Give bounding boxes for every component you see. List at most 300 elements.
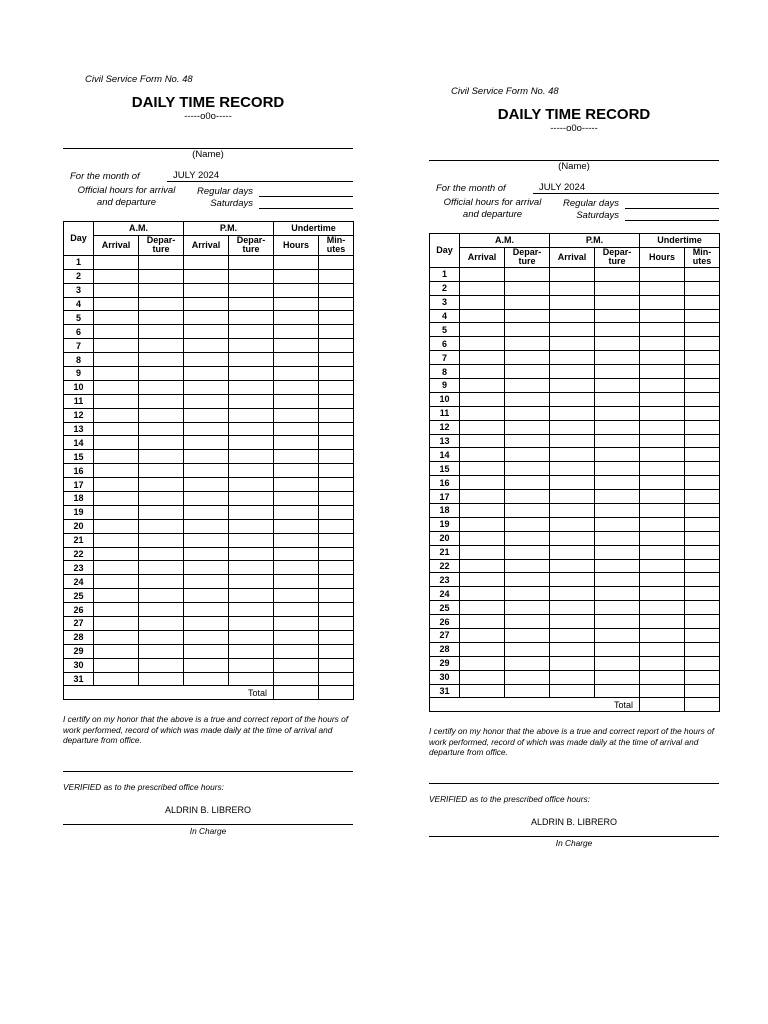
pm-departure-cell[interactable] — [595, 490, 640, 504]
pm-arrival-cell[interactable] — [184, 519, 229, 533]
pm-arrival-cell[interactable] — [184, 297, 229, 311]
undertime-minutes-cell[interactable] — [319, 394, 354, 408]
undertime-hours-cell[interactable] — [640, 267, 685, 281]
pm-departure-cell[interactable] — [229, 450, 274, 464]
am-departure-cell[interactable] — [139, 658, 184, 672]
undertime-hours-cell[interactable] — [640, 531, 685, 545]
pm-arrival-cell[interactable] — [184, 547, 229, 561]
total-hours-cell[interactable] — [274, 686, 319, 700]
undertime-minutes-cell[interactable] — [319, 325, 354, 339]
pm-arrival-cell[interactable] — [550, 351, 595, 365]
undertime-hours-cell[interactable] — [640, 517, 685, 531]
am-departure-cell[interactable] — [139, 255, 184, 269]
pm-arrival-cell[interactable] — [550, 323, 595, 337]
pm-arrival-cell[interactable] — [550, 378, 595, 392]
pm-arrival-cell[interactable] — [184, 380, 229, 394]
undertime-hours-cell[interactable] — [274, 658, 319, 672]
am-arrival-cell[interactable] — [94, 547, 139, 561]
saturdays-field[interactable] — [625, 209, 719, 221]
undertime-minutes-cell[interactable] — [319, 311, 354, 325]
pm-departure-cell[interactable] — [229, 533, 274, 547]
am-arrival-cell[interactable] — [460, 392, 505, 406]
pm-arrival-cell[interactable] — [550, 462, 595, 476]
pm-departure-cell[interactable] — [229, 353, 274, 367]
am-departure-cell[interactable] — [139, 450, 184, 464]
pm-departure-cell[interactable] — [595, 559, 640, 573]
undertime-minutes-cell[interactable] — [319, 464, 354, 478]
am-arrival-cell[interactable] — [460, 365, 505, 379]
undertime-minutes-cell[interactable] — [319, 422, 354, 436]
am-departure-cell[interactable] — [139, 269, 184, 283]
pm-arrival-cell[interactable] — [550, 517, 595, 531]
pm-departure-cell[interactable] — [595, 392, 640, 406]
undertime-hours-cell[interactable] — [640, 365, 685, 379]
undertime-minutes-cell[interactable] — [685, 517, 720, 531]
undertime-minutes-cell[interactable] — [319, 366, 354, 380]
am-departure-cell[interactable] — [505, 434, 550, 448]
undertime-hours-cell[interactable] — [640, 448, 685, 462]
undertime-minutes-cell[interactable] — [319, 672, 354, 686]
pm-departure-cell[interactable] — [229, 672, 274, 686]
am-arrival-cell[interactable] — [94, 464, 139, 478]
undertime-minutes-cell[interactable] — [319, 450, 354, 464]
pm-departure-cell[interactable] — [595, 642, 640, 656]
am-arrival-cell[interactable] — [94, 436, 139, 450]
am-departure-cell[interactable] — [139, 283, 184, 297]
undertime-minutes-cell[interactable] — [319, 436, 354, 450]
pm-arrival-cell[interactable] — [550, 448, 595, 462]
am-arrival-cell[interactable] — [460, 684, 505, 698]
am-arrival-cell[interactable] — [94, 450, 139, 464]
pm-departure-cell[interactable] — [229, 269, 274, 283]
am-arrival-cell[interactable] — [460, 559, 505, 573]
pm-departure-cell[interactable] — [595, 378, 640, 392]
undertime-minutes-cell[interactable] — [685, 406, 720, 420]
pm-arrival-cell[interactable] — [550, 420, 595, 434]
am-departure-cell[interactable] — [139, 353, 184, 367]
am-arrival-cell[interactable] — [94, 630, 139, 644]
undertime-hours-cell[interactable] — [640, 559, 685, 573]
am-departure-cell[interactable] — [139, 630, 184, 644]
pm-departure-cell[interactable] — [595, 587, 640, 601]
undertime-hours-cell[interactable] — [274, 603, 319, 617]
am-departure-cell[interactable] — [505, 476, 550, 490]
undertime-minutes-cell[interactable] — [319, 478, 354, 492]
undertime-minutes-cell[interactable] — [319, 297, 354, 311]
am-departure-cell[interactable] — [139, 519, 184, 533]
undertime-hours-cell[interactable] — [274, 297, 319, 311]
am-arrival-cell[interactable] — [460, 531, 505, 545]
am-arrival-cell[interactable] — [460, 462, 505, 476]
pm-departure-cell[interactable] — [229, 505, 274, 519]
pm-arrival-cell[interactable] — [184, 658, 229, 672]
pm-arrival-cell[interactable] — [184, 616, 229, 630]
undertime-minutes-cell[interactable] — [685, 337, 720, 351]
month-field[interactable]: JULY 2024 — [167, 170, 353, 182]
am-arrival-cell[interactable] — [94, 408, 139, 422]
pm-arrival-cell[interactable] — [550, 628, 595, 642]
pm-departure-cell[interactable] — [229, 255, 274, 269]
undertime-hours-cell[interactable] — [274, 311, 319, 325]
pm-departure-cell[interactable] — [595, 670, 640, 684]
saturdays-field[interactable] — [259, 197, 353, 209]
am-departure-cell[interactable] — [139, 547, 184, 561]
am-arrival-cell[interactable] — [94, 325, 139, 339]
am-departure-cell[interactable] — [139, 339, 184, 353]
pm-departure-cell[interactable] — [229, 491, 274, 505]
am-departure-cell[interactable] — [139, 380, 184, 394]
am-departure-cell[interactable] — [505, 490, 550, 504]
undertime-hours-cell[interactable] — [274, 547, 319, 561]
am-arrival-cell[interactable] — [94, 616, 139, 630]
pm-departure-cell[interactable] — [229, 380, 274, 394]
am-arrival-cell[interactable] — [460, 615, 505, 629]
undertime-hours-cell[interactable] — [274, 283, 319, 297]
am-departure-cell[interactable] — [505, 295, 550, 309]
undertime-minutes-cell[interactable] — [685, 531, 720, 545]
am-departure-cell[interactable] — [505, 642, 550, 656]
undertime-minutes-cell[interactable] — [319, 353, 354, 367]
am-departure-cell[interactable] — [505, 670, 550, 684]
pm-departure-cell[interactable] — [595, 448, 640, 462]
undertime-hours-cell[interactable] — [274, 325, 319, 339]
pm-departure-cell[interactable] — [229, 283, 274, 297]
am-departure-cell[interactable] — [139, 575, 184, 589]
am-arrival-cell[interactable] — [460, 490, 505, 504]
undertime-minutes-cell[interactable] — [685, 490, 720, 504]
undertime-hours-cell[interactable] — [640, 309, 685, 323]
undertime-hours-cell[interactable] — [274, 353, 319, 367]
pm-departure-cell[interactable] — [595, 656, 640, 670]
pm-arrival-cell[interactable] — [184, 394, 229, 408]
pm-arrival-cell[interactable] — [184, 325, 229, 339]
pm-departure-cell[interactable] — [595, 476, 640, 490]
pm-departure-cell[interactable] — [229, 575, 274, 589]
am-arrival-cell[interactable] — [94, 561, 139, 575]
am-arrival-cell[interactable] — [460, 351, 505, 365]
undertime-hours-cell[interactable] — [274, 422, 319, 436]
am-arrival-cell[interactable] — [460, 656, 505, 670]
undertime-minutes-cell[interactable] — [319, 408, 354, 422]
pm-departure-cell[interactable] — [595, 684, 640, 698]
total-hours-cell[interactable] — [640, 698, 685, 712]
undertime-hours-cell[interactable] — [274, 589, 319, 603]
am-departure-cell[interactable] — [505, 684, 550, 698]
undertime-hours-cell[interactable] — [274, 436, 319, 450]
am-departure-cell[interactable] — [139, 478, 184, 492]
pm-arrival-cell[interactable] — [184, 422, 229, 436]
pm-arrival-cell[interactable] — [184, 603, 229, 617]
pm-arrival-cell[interactable] — [184, 408, 229, 422]
am-arrival-cell[interactable] — [460, 545, 505, 559]
undertime-minutes-cell[interactable] — [319, 616, 354, 630]
undertime-minutes-cell[interactable] — [685, 684, 720, 698]
am-departure-cell[interactable] — [505, 365, 550, 379]
am-arrival-cell[interactable] — [460, 434, 505, 448]
undertime-minutes-cell[interactable] — [685, 587, 720, 601]
pm-departure-cell[interactable] — [229, 658, 274, 672]
undertime-minutes-cell[interactable] — [685, 351, 720, 365]
pm-departure-cell[interactable] — [595, 323, 640, 337]
pm-arrival-cell[interactable] — [184, 283, 229, 297]
am-departure-cell[interactable] — [139, 408, 184, 422]
pm-arrival-cell[interactable] — [550, 281, 595, 295]
undertime-hours-cell[interactable] — [640, 392, 685, 406]
undertime-hours-cell[interactable] — [640, 503, 685, 517]
undertime-hours-cell[interactable] — [640, 476, 685, 490]
am-departure-cell[interactable] — [139, 561, 184, 575]
am-arrival-cell[interactable] — [460, 448, 505, 462]
undertime-hours-cell[interactable] — [640, 295, 685, 309]
pm-departure-cell[interactable] — [229, 408, 274, 422]
undertime-hours-cell[interactable] — [640, 490, 685, 504]
am-arrival-cell[interactable] — [94, 519, 139, 533]
am-departure-cell[interactable] — [139, 616, 184, 630]
am-arrival-cell[interactable] — [460, 587, 505, 601]
pm-departure-cell[interactable] — [595, 615, 640, 629]
pm-arrival-cell[interactable] — [550, 392, 595, 406]
am-arrival-cell[interactable] — [460, 323, 505, 337]
undertime-hours-cell[interactable] — [640, 573, 685, 587]
pm-departure-cell[interactable] — [595, 545, 640, 559]
pm-departure-cell[interactable] — [229, 519, 274, 533]
undertime-hours-cell[interactable] — [274, 255, 319, 269]
am-arrival-cell[interactable] — [94, 603, 139, 617]
pm-arrival-cell[interactable] — [184, 644, 229, 658]
undertime-hours-cell[interactable] — [640, 323, 685, 337]
undertime-hours-cell[interactable] — [640, 420, 685, 434]
pm-arrival-cell[interactable] — [184, 589, 229, 603]
pm-departure-cell[interactable] — [595, 503, 640, 517]
undertime-hours-cell[interactable] — [274, 575, 319, 589]
undertime-hours-cell[interactable] — [274, 519, 319, 533]
undertime-minutes-cell[interactable] — [319, 644, 354, 658]
pm-arrival-cell[interactable] — [550, 545, 595, 559]
undertime-hours-cell[interactable] — [274, 672, 319, 686]
undertime-minutes-cell[interactable] — [685, 628, 720, 642]
am-departure-cell[interactable] — [505, 267, 550, 281]
pm-arrival-cell[interactable] — [550, 267, 595, 281]
am-departure-cell[interactable] — [139, 366, 184, 380]
undertime-hours-cell[interactable] — [274, 561, 319, 575]
undertime-minutes-cell[interactable] — [685, 323, 720, 337]
am-departure-cell[interactable] — [505, 615, 550, 629]
undertime-hours-cell[interactable] — [274, 380, 319, 394]
pm-arrival-cell[interactable] — [550, 670, 595, 684]
undertime-minutes-cell[interactable] — [685, 434, 720, 448]
undertime-minutes-cell[interactable] — [685, 503, 720, 517]
undertime-hours-cell[interactable] — [640, 545, 685, 559]
regular-days-field[interactable] — [259, 185, 353, 197]
pm-arrival-cell[interactable] — [550, 295, 595, 309]
undertime-minutes-cell[interactable] — [685, 462, 720, 476]
am-arrival-cell[interactable] — [94, 533, 139, 547]
am-departure-cell[interactable] — [139, 505, 184, 519]
pm-departure-cell[interactable] — [229, 589, 274, 603]
pm-arrival-cell[interactable] — [550, 531, 595, 545]
am-arrival-cell[interactable] — [94, 255, 139, 269]
am-arrival-cell[interactable] — [94, 422, 139, 436]
undertime-hours-cell[interactable] — [274, 644, 319, 658]
pm-departure-cell[interactable] — [229, 464, 274, 478]
am-arrival-cell[interactable] — [94, 283, 139, 297]
undertime-minutes-cell[interactable] — [319, 589, 354, 603]
am-departure-cell[interactable] — [505, 448, 550, 462]
undertime-hours-cell[interactable] — [640, 337, 685, 351]
am-arrival-cell[interactable] — [94, 380, 139, 394]
pm-arrival-cell[interactable] — [550, 434, 595, 448]
am-departure-cell[interactable] — [139, 394, 184, 408]
undertime-minutes-cell[interactable] — [319, 533, 354, 547]
pm-departure-cell[interactable] — [595, 601, 640, 615]
pm-arrival-cell[interactable] — [550, 684, 595, 698]
undertime-minutes-cell[interactable] — [685, 378, 720, 392]
am-arrival-cell[interactable] — [94, 269, 139, 283]
undertime-minutes-cell[interactable] — [685, 365, 720, 379]
am-arrival-cell[interactable] — [94, 672, 139, 686]
undertime-minutes-cell[interactable] — [319, 339, 354, 353]
pm-arrival-cell[interactable] — [550, 656, 595, 670]
pm-arrival-cell[interactable] — [184, 339, 229, 353]
pm-departure-cell[interactable] — [595, 351, 640, 365]
undertime-hours-cell[interactable] — [274, 269, 319, 283]
pm-arrival-cell[interactable] — [184, 269, 229, 283]
undertime-hours-cell[interactable] — [640, 378, 685, 392]
am-arrival-cell[interactable] — [94, 297, 139, 311]
pm-arrival-cell[interactable] — [184, 450, 229, 464]
pm-departure-cell[interactable] — [595, 295, 640, 309]
am-departure-cell[interactable] — [505, 517, 550, 531]
undertime-minutes-cell[interactable] — [685, 267, 720, 281]
undertime-hours-cell[interactable] — [640, 628, 685, 642]
pm-arrival-cell[interactable] — [550, 406, 595, 420]
am-departure-cell[interactable] — [139, 297, 184, 311]
pm-arrival-cell[interactable] — [550, 503, 595, 517]
pm-departure-cell[interactable] — [595, 628, 640, 642]
am-arrival-cell[interactable] — [460, 420, 505, 434]
undertime-hours-cell[interactable] — [640, 601, 685, 615]
pm-arrival-cell[interactable] — [184, 255, 229, 269]
undertime-hours-cell[interactable] — [640, 587, 685, 601]
name-field[interactable] — [63, 128, 353, 149]
undertime-minutes-cell[interactable] — [685, 573, 720, 587]
pm-arrival-cell[interactable] — [184, 478, 229, 492]
total-minutes-cell[interactable] — [319, 686, 354, 700]
am-departure-cell[interactable] — [505, 351, 550, 365]
pm-arrival-cell[interactable] — [184, 533, 229, 547]
am-departure-cell[interactable] — [505, 545, 550, 559]
am-arrival-cell[interactable] — [460, 378, 505, 392]
undertime-hours-cell[interactable] — [640, 642, 685, 656]
pm-arrival-cell[interactable] — [550, 573, 595, 587]
undertime-minutes-cell[interactable] — [319, 630, 354, 644]
am-departure-cell[interactable] — [139, 464, 184, 478]
pm-arrival-cell[interactable] — [184, 561, 229, 575]
undertime-hours-cell[interactable] — [274, 394, 319, 408]
am-arrival-cell[interactable] — [460, 503, 505, 517]
am-departure-cell[interactable] — [505, 406, 550, 420]
undertime-minutes-cell[interactable] — [319, 603, 354, 617]
am-departure-cell[interactable] — [505, 601, 550, 615]
undertime-minutes-cell[interactable] — [685, 476, 720, 490]
am-departure-cell[interactable] — [505, 462, 550, 476]
pm-arrival-cell[interactable] — [184, 366, 229, 380]
undertime-hours-cell[interactable] — [640, 684, 685, 698]
pm-departure-cell[interactable] — [229, 339, 274, 353]
am-arrival-cell[interactable] — [94, 353, 139, 367]
undertime-hours-cell[interactable] — [274, 366, 319, 380]
am-arrival-cell[interactable] — [94, 658, 139, 672]
undertime-hours-cell[interactable] — [274, 339, 319, 353]
am-departure-cell[interactable] — [505, 323, 550, 337]
undertime-minutes-cell[interactable] — [685, 448, 720, 462]
pm-departure-cell[interactable] — [595, 434, 640, 448]
am-arrival-cell[interactable] — [460, 642, 505, 656]
am-arrival-cell[interactable] — [94, 339, 139, 353]
am-arrival-cell[interactable] — [94, 575, 139, 589]
undertime-minutes-cell[interactable] — [685, 420, 720, 434]
pm-arrival-cell[interactable] — [550, 337, 595, 351]
am-arrival-cell[interactable] — [460, 406, 505, 420]
pm-arrival-cell[interactable] — [184, 630, 229, 644]
pm-departure-cell[interactable] — [595, 281, 640, 295]
name-field[interactable] — [429, 140, 719, 161]
undertime-minutes-cell[interactable] — [319, 283, 354, 297]
am-departure-cell[interactable] — [139, 603, 184, 617]
pm-departure-cell[interactable] — [229, 436, 274, 450]
am-departure-cell[interactable] — [505, 378, 550, 392]
pm-departure-cell[interactable] — [595, 309, 640, 323]
undertime-minutes-cell[interactable] — [319, 561, 354, 575]
am-arrival-cell[interactable] — [460, 309, 505, 323]
pm-arrival-cell[interactable] — [550, 365, 595, 379]
am-departure-cell[interactable] — [505, 559, 550, 573]
am-arrival-cell[interactable] — [94, 478, 139, 492]
undertime-hours-cell[interactable] — [274, 505, 319, 519]
pm-arrival-cell[interactable] — [550, 601, 595, 615]
am-arrival-cell[interactable] — [460, 337, 505, 351]
pm-arrival-cell[interactable] — [184, 505, 229, 519]
undertime-minutes-cell[interactable] — [685, 281, 720, 295]
pm-departure-cell[interactable] — [229, 394, 274, 408]
pm-arrival-cell[interactable] — [550, 587, 595, 601]
pm-arrival-cell[interactable] — [550, 309, 595, 323]
pm-arrival-cell[interactable] — [184, 575, 229, 589]
pm-departure-cell[interactable] — [595, 420, 640, 434]
pm-departure-cell[interactable] — [229, 311, 274, 325]
am-arrival-cell[interactable] — [460, 295, 505, 309]
am-arrival-cell[interactable] — [460, 517, 505, 531]
pm-departure-cell[interactable] — [229, 297, 274, 311]
pm-departure-cell[interactable] — [229, 325, 274, 339]
month-field[interactable]: JULY 2024 — [533, 182, 719, 194]
undertime-minutes-cell[interactable] — [319, 658, 354, 672]
pm-departure-cell[interactable] — [229, 616, 274, 630]
am-departure-cell[interactable] — [505, 628, 550, 642]
pm-departure-cell[interactable] — [229, 630, 274, 644]
undertime-minutes-cell[interactable] — [685, 656, 720, 670]
am-arrival-cell[interactable] — [460, 476, 505, 490]
am-departure-cell[interactable] — [505, 587, 550, 601]
pm-arrival-cell[interactable] — [550, 615, 595, 629]
am-arrival-cell[interactable] — [460, 601, 505, 615]
undertime-minutes-cell[interactable] — [319, 519, 354, 533]
am-departure-cell[interactable] — [505, 573, 550, 587]
am-arrival-cell[interactable] — [94, 589, 139, 603]
undertime-minutes-cell[interactable] — [319, 491, 354, 505]
am-arrival-cell[interactable] — [460, 628, 505, 642]
regular-days-field[interactable] — [625, 197, 719, 209]
